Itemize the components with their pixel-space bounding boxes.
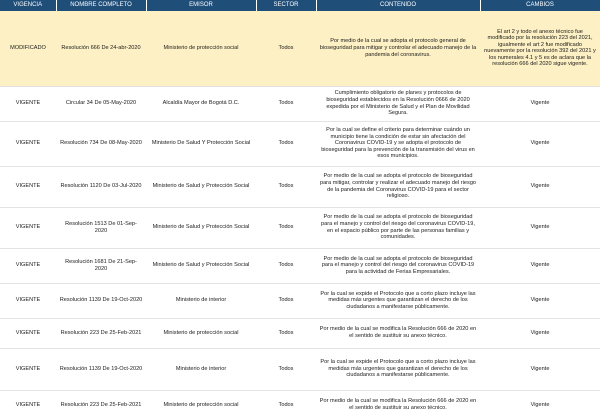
cell-vigencia[interactable]: VIGENTE xyxy=(0,348,56,390)
cell-contenido[interactable]: Por medio de la cual se adopta el protocolo de bioseguridad para el manejo y control del riesgo del coronavirus COVID-19 para la actividad de Ferias Empresariales. xyxy=(316,248,480,283)
cell-vigencia[interactable]: VIGENTE xyxy=(0,86,56,121)
cell-emisor[interactable]: Ministerio de protección social xyxy=(146,318,256,348)
cell-emisor[interactable]: Ministerio de Salud y Protección Social xyxy=(146,166,256,207)
cell-emisor[interactable]: Ministerio de protección social xyxy=(146,390,256,411)
table-row xyxy=(0,11,600,86)
cell-sector[interactable]: Todos xyxy=(256,11,316,86)
table-row xyxy=(0,348,600,390)
cell-emisor[interactable]: Ministerio de interior xyxy=(146,283,256,318)
cell-contenido[interactable]: Cumplimiento obligatorio de planes y protocolos de bioseguridad establecidos en la Resolución 0666 de 2020 expedida por el Ministerio de Salud y el Plan de Movilidad Segura. xyxy=(316,86,480,121)
cell-sector[interactable]: Todos xyxy=(256,390,316,411)
cell-emisor[interactable]: Ministerio de interior xyxy=(146,348,256,390)
cell-contenido[interactable]: Por la cual se expide el Protocolo que a corto plazo incluye las medidas más urgentes que garantizan el derecho de los ciudadanos a manifestarse públicamente. xyxy=(316,283,480,318)
cell-emisor[interactable]: Ministerio de Salud y Protección Social xyxy=(146,207,256,248)
cell-sector[interactable]: Todos xyxy=(256,248,316,283)
cell-sector[interactable]: Todos xyxy=(256,86,316,121)
header-vigencia[interactable]: VIGENCIA xyxy=(0,0,56,11)
header-cambios[interactable]: CAMBIOS xyxy=(480,0,600,11)
cell-emisor[interactable]: Ministerio de Salud y Protección Social xyxy=(146,248,256,283)
cell-sector[interactable]: Todos xyxy=(256,348,316,390)
cell-contenido[interactable]: Por medio de la cual se adopta el protocolo de bioseguridad para el manejo y control del riesgo del coronavirus COVID-19, en el espacio público por parte de las personas familias y comunidades. xyxy=(316,207,480,248)
cell-cambios[interactable]: Vigente xyxy=(480,318,600,348)
cell-vigencia[interactable]: VIGENTE xyxy=(0,318,56,348)
cell-nombre[interactable]: Resolución 1513 De 01-Sep-2020 xyxy=(56,207,146,248)
table-row xyxy=(0,86,600,121)
cell-vigencia[interactable]: VIGENTE xyxy=(0,283,56,318)
header-emisor[interactable]: EMISOR xyxy=(146,0,256,11)
table-row xyxy=(0,207,600,248)
cell-cambios[interactable]: Vigente xyxy=(480,390,600,411)
cell-cambios[interactable]: Vigente xyxy=(480,86,600,121)
table-row xyxy=(0,390,600,411)
header-row xyxy=(0,0,600,11)
cell-cambios[interactable]: Vigente xyxy=(480,121,600,166)
cell-nombre[interactable]: Resolución 1681 De 21-Sep-2020 xyxy=(56,248,146,283)
cell-nombre[interactable]: Resolución 1139 De 19-Oct-2020 xyxy=(56,283,146,318)
cell-nombre[interactable]: Resolución 1120 De 03-Jul-2020 xyxy=(56,166,146,207)
cell-sector[interactable]: Todos xyxy=(256,166,316,207)
header-sector[interactable]: SECTOR xyxy=(256,0,316,11)
cell-cambios[interactable]: El art 2 y todo el anexo técnico fue modificado por la resolución 223 del 2021, igualmente el art 2 fue modificado nuevamente por la resolución 392 del 2021 y los numerales 4.1 y 5 es de aclara que la resolución 666 del 2020 sigue vigente. xyxy=(480,11,600,86)
cell-nombre[interactable]: Resolución 666 De 24-abr-2020 xyxy=(56,11,146,86)
cell-contenido[interactable]: Por la cual se expide el Protocolo que a corto plazo incluye las medidas más urgentes que garantizan el derecho de los ciudadanos a manifestarse públicamente. xyxy=(316,348,480,390)
cell-vigencia[interactable]: VIGENTE xyxy=(0,166,56,207)
cell-emisor[interactable]: Ministerio De Salud Y Protección Social xyxy=(146,121,256,166)
cell-vigencia[interactable]: VIGENTE xyxy=(0,121,56,166)
cell-cambios[interactable]: Vigente xyxy=(480,207,600,248)
cell-vigencia[interactable]: VIGENTE xyxy=(0,390,56,411)
cell-emisor[interactable]: Ministerio de protección social xyxy=(146,11,256,86)
cell-emisor[interactable]: Alcaldía Mayor de Bogotá D.C. xyxy=(146,86,256,121)
cell-vigencia[interactable]: VIGENTE xyxy=(0,207,56,248)
table-row xyxy=(0,166,600,207)
cell-contenido[interactable]: Por medio de la cual se modifica la Resolución 666 de 2020 en el sentido de sustituir su anexo técnico. xyxy=(316,390,480,411)
cell-nombre[interactable]: Resolución 223 De 25-Feb-2021 xyxy=(56,390,146,411)
cell-contenido[interactable]: Por medio de la cual se adopta el protocolo de bioseguridad para mitigar, controlar y realizar el adecuado manejo del riesgo de la pandemia del Coronavirus COVID-19 para el sector religioso. xyxy=(316,166,480,207)
cell-nombre[interactable]: Circular 34 De 05-May-2020 xyxy=(56,86,146,121)
cell-cambios[interactable]: Vigente xyxy=(480,166,600,207)
cell-cambios[interactable]: Vigente xyxy=(480,348,600,390)
header-nombre-completo[interactable]: NOMBRE COMPLETO xyxy=(56,0,146,11)
cell-sector[interactable]: Todos xyxy=(256,207,316,248)
cell-vigencia[interactable]: MODIFICADO xyxy=(0,11,56,86)
cell-sector[interactable]: Todos xyxy=(256,121,316,166)
table-row xyxy=(0,121,600,166)
cell-nombre[interactable]: Resolución 1139 De 19-Oct-2020 xyxy=(56,348,146,390)
cell-cambios[interactable]: Vigente xyxy=(480,248,600,283)
header-contenido[interactable]: CONTENIDO xyxy=(316,0,480,11)
table-row xyxy=(0,283,600,318)
cell-sector[interactable]: Todos xyxy=(256,283,316,318)
table-row xyxy=(0,318,600,348)
table-row xyxy=(0,248,600,283)
cell-vigencia[interactable]: VIGENTE xyxy=(0,248,56,283)
cell-contenido[interactable]: Por medio de la cual se adopta el protocolo general de bioseguridad para mitigar y controlar el adecuado manejo de la pandemia del coronavirus. xyxy=(316,11,480,86)
cell-contenido[interactable]: Por la cual se define el criterio para determinar cuándo un municipio tiene la condición de estar sin afectación del Coronavirus COVID-19 y se adopta el protocolo de bioseguridad para la prevención de la transmisión del virus en esos municipios. xyxy=(316,121,480,166)
cell-contenido[interactable]: Por medio de la cual se modifica la Resolución 666 de 2020 en el sentido de sustituir su anexo técnico. xyxy=(316,318,480,348)
cell-sector[interactable]: Todos xyxy=(256,318,316,348)
cell-nombre[interactable]: Resolución 223 De 25-Feb-2021 xyxy=(56,318,146,348)
cell-cambios[interactable]: Vigente xyxy=(480,283,600,318)
cell-nombre[interactable]: Resolución 734 De 08-May-2020 xyxy=(56,121,146,166)
